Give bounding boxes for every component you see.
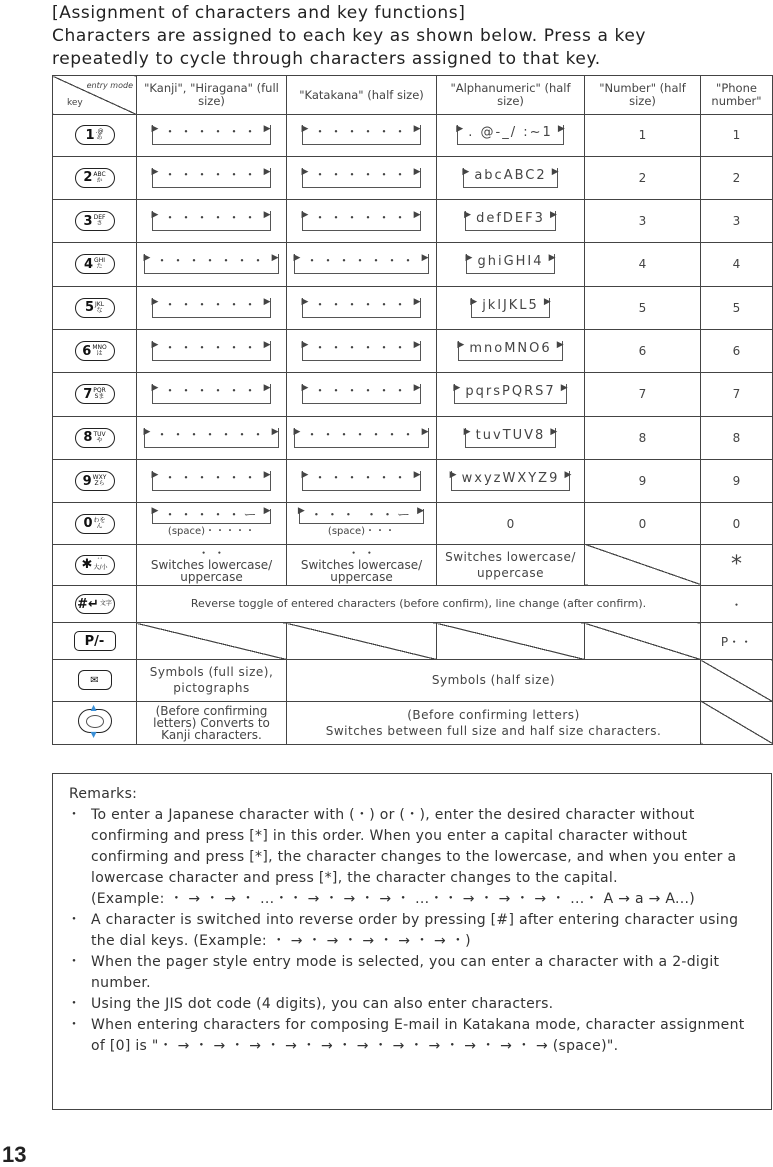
table-row: 0 わを ん ▶ ・・・・・ー ▶ (space)・・・・・ ▶ ・・・ ・・ー ▶ (space)・・・ 0 0 0 <box>53 503 773 544</box>
table-row-star: ✱ ﾞﾟ 大/小 ・ ・ Switches lowercase/ uppercase ・ ・ Switches lowercase/ uppercase Switches lowercase/ uppercase * <box>53 544 773 585</box>
key-cell <box>53 156 137 199</box>
table-row: 8 TUV や ▶ ・・・・・・・ ▶ ▶ ・・・・・・・ ▶ ▶ tuvTUV8 ▶ 8 8 <box>53 416 773 459</box>
remark-3: ・ When the pager style entry mode is selected, you can enter a character with a 2-digit number. <box>67 954 720 991</box>
key-5-icon: 5 JKL な <box>75 298 115 318</box>
remark-4: ・ Using the JIS dot code (4 digits), you can also enter characters. <box>67 996 554 1012</box>
table-row: 5 JKL な ▶ ・・・・・・ ▶ ▶ ・・・・・・ ▶ ▶ jklJKL5 ▶ 5 5 <box>53 286 773 329</box>
star-key-icon: ✱ ﾞﾟ 大/小 <box>75 555 115 575</box>
empty-cell <box>585 544 701 585</box>
header-kanji: "Kanji", "Hiragana" (full size) <box>137 76 287 115</box>
table-row-hash: #↵ 文字 Reverse toggle of entered characters (before confirm), line change (after confirm). ・ <box>53 585 773 622</box>
key-0-icon: 0 わを ん <box>75 514 115 534</box>
hash-key-icon: #↵ 文字 <box>75 594 115 614</box>
remark-2: ・ A character is switched into reverse order by pressing [#] after entering character using the dial keys. (Example: ・ → ・ → ・ → ・ → ・ → ・) <box>67 912 739 949</box>
key-1-icon: 1 .@ あ <box>75 125 115 145</box>
phone-cell: 1 <box>701 115 773 156</box>
table-row-mail: ✉ Symbols (full size), pictographs Symbols (half size) <box>53 660 773 701</box>
page-number: 13 <box>2 1142 27 1167</box>
navigation-key-icon: ▲ ▼ <box>78 709 112 733</box>
key-3-icon: 3 DEF さ <box>75 211 115 231</box>
key-9-icon: 9 WXY Zら <box>75 471 115 491</box>
table-row-p: P/- P・・ <box>53 623 773 660</box>
key-7-icon: 7 PQR Sま <box>75 384 115 404</box>
table-row: 3 DEF さ ▶ ・・・・・・ ▶ ▶ ・・・・・・ ▶ ▶ defDEF3 ▶ 3 3 <box>53 199 773 242</box>
key-4-icon: 4 GHI た <box>75 254 115 274</box>
mail-key-icon: ✉ <box>78 670 112 690</box>
header-katakana: "Katakana" (half size) <box>287 76 437 115</box>
key-8-icon: 8 TUV や <box>75 428 115 448</box>
corner-cell <box>53 76 137 115</box>
header-alphanumeric: "Alphanumeric" (half size) <box>437 76 585 115</box>
intro-line-1: Characters are assigned to each key as shown below. Press a key <box>52 26 647 46</box>
remarks-title: Remarks: <box>69 786 138 802</box>
table-row-nav: ▲ ▼ (Before confirming letters) Converts to Kanji characters. (Before confirming letters) Switches between full size and half size characters. <box>53 701 773 744</box>
alpha-cell: ▶ . @-_/ :~1 ▶ <box>437 115 585 156</box>
key-cell <box>53 115 137 156</box>
kanji-cell: ▶ ・・・・・・ ▶ <box>137 115 287 156</box>
remarks-box <box>52 773 772 1110</box>
number-cell: 1 <box>585 115 701 156</box>
key-assignment-table <box>52 75 773 745</box>
table-row <box>53 115 773 156</box>
entry-mode-label: entry mode <box>86 81 133 90</box>
header-phone: "Phone number" <box>701 76 773 115</box>
table-row: 9 WXY Zら ▶ ・・・・・・ ▶ ▶ ・・・・・・ ▶ ▶ wxyzWXYZ9 ▶ 9 9 <box>53 460 773 503</box>
remark-5: ・ When entering characters for composing E-mail in Katakana mode, character assignment of [0] is "・ → ・ → ・ → ・ → ・ → ・ → ・ → ・ → ・ → ・ → ・ → (space)". <box>67 1017 745 1054</box>
katakana-cell: ▶ ・・・・・・ ▶ <box>287 115 437 156</box>
remark-1: ・ To enter a Japanese character with (・) or (・), enter the desired character without confirming and press [*] in this order. When you enter a capital character without confirming and press [*], the character changes to the lowercase, and when you enter a lowercase character and press [*], the character changes to the capital. (Example: ・ → ・ → ・ ...・・ → ・ → ・ → ・ ...・・ → ・ → ・ → ・ ...・ A → a → A...) <box>67 807 737 907</box>
header-row <box>53 76 773 115</box>
intro <box>52 2 772 71</box>
key-label: key <box>67 98 83 109</box>
intro-line-2: repeatedly to cycle through characters assigned to that key. <box>52 49 601 69</box>
p-key-icon: P/- <box>74 631 116 651</box>
table-row: 7 PQR Sま ▶ ・・・・・・ ▶ ▶ ・・・・・・ ▶ ▶ pqrsPQRS7 ▶ 7 7 <box>53 373 773 416</box>
header-number: "Number" (half size) <box>585 76 701 115</box>
table-row: 6 MNO は ▶ ・・・・・・ ▶ ▶ ・・・・・・ ▶ ▶ mnoMNO6 ▶ 6 6 <box>53 329 773 372</box>
intro-heading: [Assignment of characters and key functions] <box>52 3 466 23</box>
key-6-icon: 6 MNO は <box>75 341 115 361</box>
table-row: 4 GHI た ▶ ・・・・・・・ ▶ ▶ ・・・・・・・ ▶ ▶ ghiGHI4 ▶ 4 4 <box>53 243 773 286</box>
table-row: 2 ABC か ▶ ・・・・・・ ▶ ▶ ・・・・・・ ▶ ▶ abcABC2 ▶ 2 2 <box>53 156 773 199</box>
key-2-icon: 2 ABC か <box>75 168 115 188</box>
